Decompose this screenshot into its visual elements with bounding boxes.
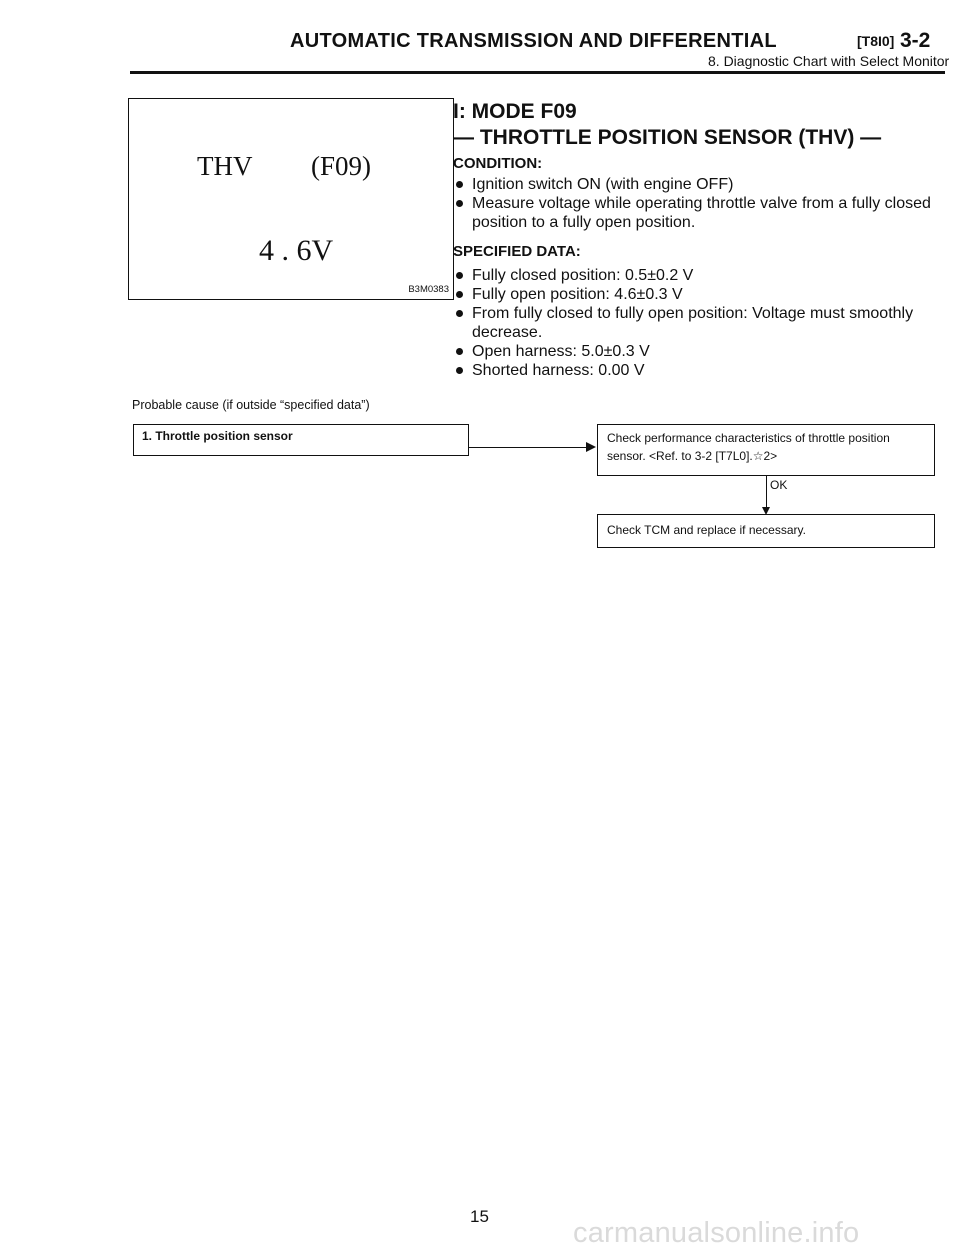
list-item: Fully closed position: 0.5±0.2 V xyxy=(453,266,953,285)
spec-heading: SPECIFIED DATA: xyxy=(453,243,581,260)
list-item: From fully closed to fully open position: Voltage must smoothly decrease. xyxy=(453,304,953,342)
section-code: [T8I0] xyxy=(857,33,895,49)
flow-connector-line xyxy=(766,476,767,510)
page-header-title: AUTOMATIC TRANSMISSION AND DIFFERENTIAL xyxy=(290,30,777,52)
display-value: 4 . 6V xyxy=(259,234,334,267)
condition-list xyxy=(453,175,953,232)
page-reference: 3-2 xyxy=(900,29,931,52)
check-step-1: Check performance characteristics of throttle position sensor. <Ref. to 3-2 [T7L0].☆2> xyxy=(597,424,935,476)
list-item: Measure voltage while operating throttle valve from a fully closed position to a fully open position. xyxy=(453,194,953,232)
watermark: carmanualsonline.info xyxy=(573,1217,860,1249)
section-title: I: MODE F09 xyxy=(453,100,577,123)
list-item: Shorted harness: 0.00 V xyxy=(453,361,953,380)
list-item: Fully open position: 4.6±0.3 V xyxy=(453,285,953,304)
probable-cause-label: Probable cause (if outside “specified data”) xyxy=(132,398,370,412)
flow-arrow-line xyxy=(469,447,589,448)
section-subtitle: — THROTTLE POSITION SENSOR (THV) — xyxy=(453,126,882,149)
figure-reference: B3M0383 xyxy=(408,284,449,295)
page-number: 15 xyxy=(470,1207,489,1226)
spec-list xyxy=(453,266,953,380)
check-step-2: Check TCM and replace if necessary. xyxy=(597,514,935,548)
header-rule xyxy=(130,71,945,74)
select-monitor-display xyxy=(128,98,454,300)
list-item: Ignition switch ON (with engine OFF) xyxy=(453,175,953,194)
display-label: THV xyxy=(197,151,253,181)
arrow-right-icon xyxy=(586,442,596,452)
ok-label: OK xyxy=(770,478,788,492)
condition-heading: CONDITION: xyxy=(453,155,543,172)
page-header-subtitle: 8. Diagnostic Chart with Select Monitor xyxy=(708,53,950,69)
cause-box: 1. Throttle position sensor xyxy=(133,424,469,456)
list-item: Open harness: 5.0±0.3 V xyxy=(453,342,953,361)
display-mode: (F09) xyxy=(311,151,371,181)
